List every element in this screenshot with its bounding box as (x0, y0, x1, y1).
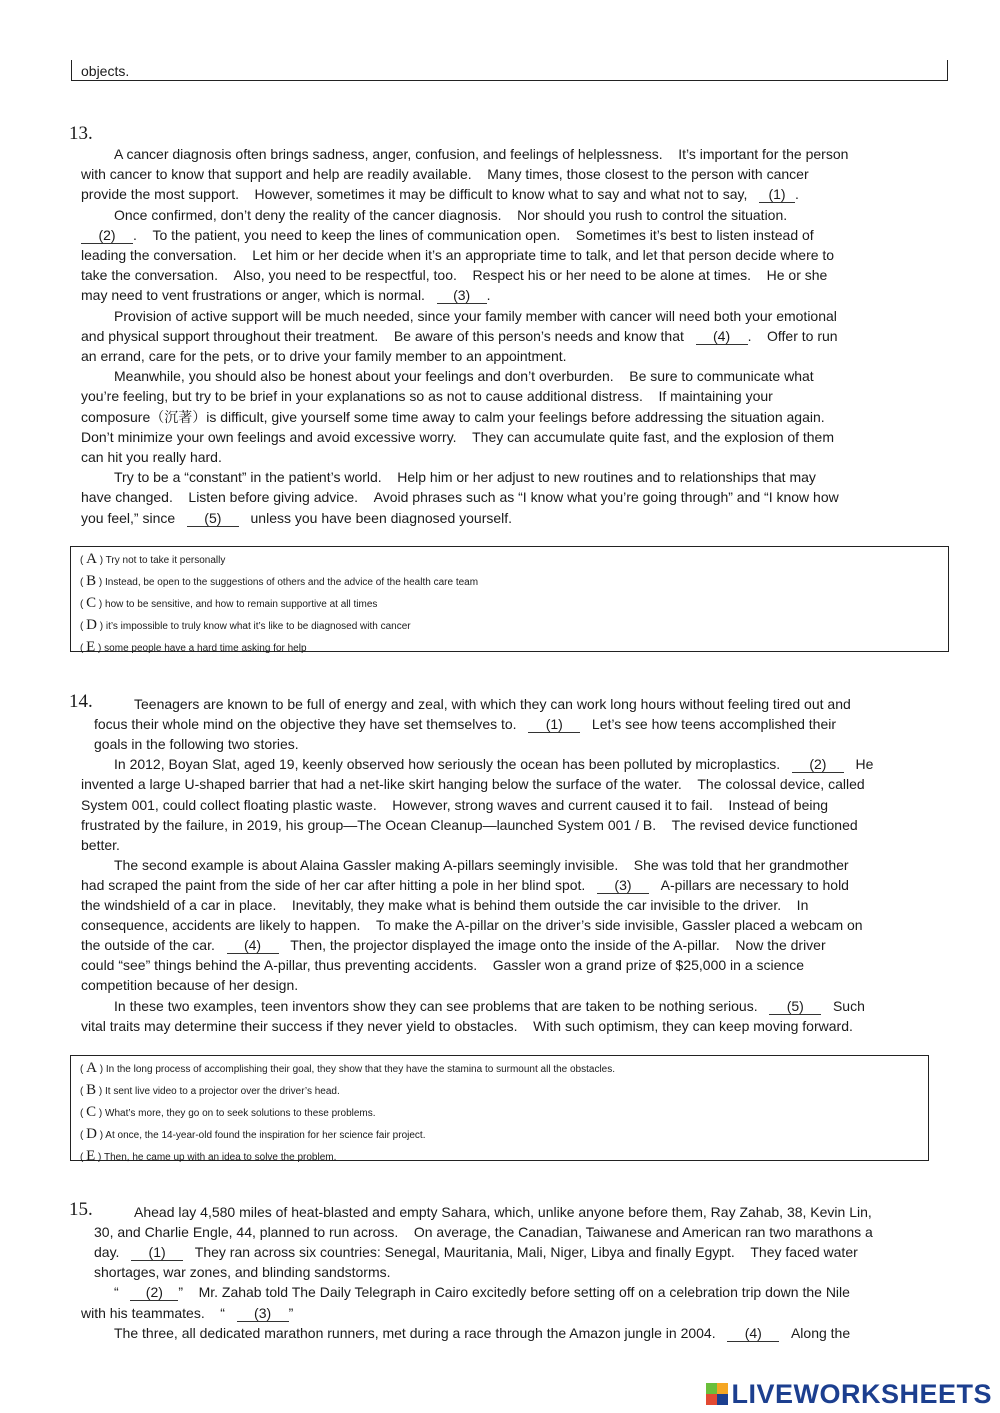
line-text: had scraped the paint from the side of her car after hitting a pole in her blind spot. (81, 876, 586, 893)
line-text: composure（沉著）is difficult, give yourself some time away to calm your feelings before addressing the situation again. (81, 408, 825, 425)
option-c: ( C ) What’s more, they go on to seek solutions to these problems. (80, 1104, 376, 1120)
passage-line (81, 1303, 293, 1323)
line-text: can hit you really hard. (81, 449, 222, 465)
passage-line (114, 205, 787, 225)
line-text: unless you have been diagnosed yourself. (250, 509, 513, 526)
line-text: In 2012, Boyan Slat, aged 19, keenly observed how seriously the ocean has been polluted by microplastics. (114, 756, 781, 773)
answer-blank[interactable]: (1) (131, 1244, 183, 1261)
passage-line (114, 1282, 850, 1302)
line-text: an errand, care for the pets, or to drive your family member to an appointment. (81, 348, 567, 364)
option-e: ( E ) some people have a hard time asking for help (80, 639, 307, 655)
answer-blank[interactable]: (4) (727, 1325, 779, 1342)
option-letter: D (86, 617, 97, 633)
line-text: day. (94, 1244, 120, 1261)
line-text: He (855, 756, 874, 773)
line-text: with cancer to know that support and help are readily available. Many times, those closest to the person with cancer (81, 166, 809, 183)
option-letter: C (86, 595, 97, 611)
line-text: have changed. Listen before giving advice. Avoid phrases such as “I know what you’re going through” and “I know how (81, 489, 839, 506)
option-letter: A (86, 1060, 97, 1076)
line-text: with his teammates. “ (81, 1304, 225, 1321)
passage-line (94, 734, 299, 754)
option-text: some people have a hard time asking for help (104, 643, 307, 654)
line-text: goals in the following two stories. (94, 736, 299, 753)
previous-passage-tail: objects. (81, 63, 130, 79)
line-text: consequence, accidents are likely to happen. To make the A-pillar on the driver’s side invisible, Gassler placed a webcam on (81, 917, 863, 934)
passage-line (81, 835, 120, 855)
answer-blank[interactable]: (5) (769, 998, 821, 1015)
passage-line (81, 935, 826, 955)
passage-line (81, 326, 838, 346)
line-text: provide the most support. However, sometimes it may be difficult to know what to say and what not to say, (81, 186, 748, 203)
option-text: Try not to take it personally (105, 555, 226, 566)
option-letter: B (86, 1082, 97, 1098)
line-text: ” (288, 1304, 294, 1321)
line-text: ” Mr. Zahab told The Daily Telegraph in Cairo excitedly before setting off on a celebration trip down the Nile (178, 1284, 850, 1301)
line-text: Ahead lay 4,580 miles of heat-blasted and empty Sahara, which, unlike anyone before them, Ray Zahab, 38, Kevin Lin, (134, 1204, 872, 1220)
passage-line (81, 508, 512, 528)
line-text: System 001, could collect floating plastic waste. However, strong waves and current caused it to fail. Instead of being (81, 796, 829, 813)
line-text: focus their whole mind on the objective they have set themselves to. (94, 716, 517, 733)
line-text: Meanwhile, you should also be honest about your feelings and don’t overburden. Be sure to communicate what (114, 368, 814, 385)
line-text: A-pillars are necessary to hold (660, 876, 849, 893)
passage-line (81, 245, 834, 265)
line-text: A cancer diagnosis often brings sadness, anger, confusion, and feelings of helplessness. It’s important for the person (114, 146, 849, 162)
option-letter: A (86, 551, 97, 567)
previous-passage-box (71, 60, 948, 81)
option-b: ( B ) It sent live video to a projector over the driver’s head. (80, 1082, 340, 1098)
passage-line (94, 1242, 858, 1262)
line-text: “ (114, 1284, 119, 1301)
line-text: may need to vent frustrations or anger, which is normal. (81, 287, 425, 304)
line-text: you feel,” since (81, 509, 176, 526)
passage-line (81, 346, 567, 366)
line-text: the outside of the car. (81, 937, 215, 954)
question-15-number: 15. (69, 1199, 93, 1220)
question-14-options (70, 1055, 929, 1164)
passage-line (81, 1016, 853, 1036)
option-c: ( C ) how to be sensitive, and how to remain supportive at all times (80, 595, 378, 611)
option-d: ( D ) it’s impossible to truly know what it’s like to be diagnosed with cancer (80, 617, 411, 633)
line-text: Along the (790, 1324, 851, 1341)
line-text: better. (81, 836, 120, 853)
line-text: Try to be a “constant” in the patient’s world. Help him or her adjust to new routines and to relationships that may (114, 469, 816, 486)
line-text: frustrated by the failure, in 2019, his group—The Ocean Cleanup—launched System 001 / B. The revised device functioned (81, 816, 858, 833)
line-text: and physical support throughout their treatment. Be aware of this person’s needs and know that (81, 327, 684, 344)
option-text: In the long process of accomplishing their goal, they show that they have the stamina to surmount all the obstacles. (105, 1064, 616, 1075)
option-letter: D (86, 1126, 97, 1142)
option-text: it’s impossible to truly know what it’s like to be diagnosed with cancer (105, 621, 411, 632)
passage-line (81, 795, 828, 815)
line-text: shortages, war zones, and blinding sandstorms. (94, 1264, 391, 1281)
option-letter: E (86, 1148, 96, 1164)
line-text: . To the patient, you need to keep the lines of communication open. Sometimes it’s best to listen instead of (133, 226, 814, 243)
answer-blank[interactable]: (1) (528, 716, 580, 733)
passage-line (81, 407, 825, 427)
passage-line (114, 855, 849, 875)
option-e: ( E ) Then, he came up with an idea to solve the problem. (80, 1148, 337, 1164)
line-text: Once confirmed, don’t deny the reality of the cancer diagnosis. Nor should you rush to control the situation. (114, 206, 788, 223)
line-text: take the conversation. Also, you need to be respectful, too. Respect his or her need to be alone at times. He or she (81, 267, 828, 284)
line-text: Let’s see how teens accomplished their (591, 716, 837, 733)
line-text: . (486, 287, 491, 304)
line-text: competition because of her design. (81, 977, 299, 994)
answer-blank[interactable]: (4) (696, 328, 748, 345)
option-text: Then, he came up with an idea to solve the problem. (104, 1152, 337, 1163)
passage-line (81, 164, 809, 184)
option-letter: E (86, 639, 96, 655)
answer-blank[interactable]: (2) (81, 227, 133, 244)
option-text: At once, the 14-year-old found the inspiration for her science fair project. (105, 1130, 426, 1141)
line-text: you’re feeling, but try to be brief in your explanations so as not to cause additional distress. If maintaining your (81, 388, 773, 405)
line-text: leading the conversation. Let him or her decide when it’s an appropriate time to talk, and let that person decide where to (81, 247, 835, 263)
line-text: . Offer to run (747, 327, 838, 344)
passage-line (94, 1222, 873, 1242)
line-text: Teenagers are known to be full of energy and zeal, with which they can work long hours without feeling tired out and (134, 696, 851, 712)
passage-line (94, 1262, 391, 1282)
passage-line (81, 915, 863, 935)
passage-line (114, 467, 816, 487)
option-b: ( B ) Instead, be open to the suggestions of others and the advice of the health care team (80, 573, 479, 589)
question-13-number: 13. (69, 123, 93, 144)
logo-grid-icon (706, 1383, 728, 1405)
liveworksheets-logo (706, 1378, 992, 1410)
passage-line (81, 225, 814, 245)
passage-line (81, 265, 827, 285)
answer-blank[interactable]: (2) (130, 1284, 178, 1301)
option-text: how to be sensitive, and how to remain supportive at all times (105, 599, 378, 610)
answer-blank[interactable]: (5) (187, 510, 239, 527)
passage-line (81, 386, 773, 406)
passage-line (81, 285, 491, 305)
line-text: They ran across six countries: Senegal, Mauritania, Mali, Niger, Libya and finally Egypt. They faced water (194, 1244, 858, 1261)
question-13-options (70, 546, 949, 655)
line-text: 30, and Charlie Engle, 44, planned to run across. On average, the Canadian, Taiwanese and American ran two marathons a (94, 1224, 873, 1241)
passage-line (81, 774, 865, 794)
option-text: Instead, be open to the suggestions of others and the advice of the health care team (105, 577, 479, 588)
question-14-number: 14. (69, 691, 93, 712)
answer-blank[interactable]: (3) (237, 1305, 289, 1322)
passage-line (81, 184, 799, 204)
line-text: The second example is about Alaina Gassler making A-pillars seemingly invisible. She was told that her grandmother (114, 856, 849, 873)
passage-line (81, 955, 804, 975)
option-letter: B (86, 573, 97, 589)
passage-line (81, 975, 298, 995)
answer-blank[interactable]: (2) (792, 756, 844, 773)
passage-line (134, 1202, 872, 1222)
answer-blank[interactable]: (1) (759, 186, 795, 203)
line-text: invented a large U-shaped barrier that had a net-like skirt hanging below the surface of the water. The colossal device, called (81, 776, 865, 793)
passage-line (114, 1323, 850, 1343)
logo-text: LIVEWORKSHEETS (731, 1378, 992, 1409)
passage-line (114, 366, 814, 386)
line-text: The three, all dedicated marathon runners, met during a race through the Amazon jungle in 2004. (114, 1324, 716, 1341)
option-a: ( A ) In the long process of accomplishing their goal, they show that they have the stamina to surmount all the obstacles. (80, 1060, 616, 1076)
line-text: Don’t minimize your own feelings and avoid excessive worry. They can accumulate quite fast, and the explosion of them (81, 428, 835, 445)
passage-line (114, 996, 865, 1016)
line-text: could “see” things behind the A-pillar, thus preventing accidents. Gassler won a grand prize of $25,000 in a science (81, 957, 804, 974)
line-text: Then, the projector displayed the image onto the inside of the A-pillar. Now the driver (290, 937, 826, 954)
passage-line (94, 714, 836, 734)
line-text: the windshield of a car in place. Inevitably, they make what is behind them outside the car invisible to the driver. In (81, 897, 809, 913)
line-text: Provision of active support will be much needed, since your family member with cancer will need both your emotional (114, 307, 837, 324)
passage-line (114, 754, 873, 774)
option-d: ( D ) At once, the 14-year-old found the inspiration for her science fair project. (80, 1126, 426, 1142)
passage-line (81, 895, 808, 915)
option-letter: C (86, 1104, 97, 1120)
passage-line (81, 875, 849, 895)
passage-line (81, 447, 222, 467)
passage-line (81, 487, 839, 507)
passage-line (134, 694, 851, 714)
line-text: Such (832, 997, 865, 1014)
passage-line (114, 144, 848, 164)
passage-line (114, 306, 837, 326)
option-a: ( A ) Try not to take it personally (80, 551, 226, 567)
passage-line (81, 815, 858, 835)
line-text: vital traits may determine their success if they never yield to obstacles. With such optimism, they can keep moving forward. (81, 1017, 853, 1034)
line-text: . (795, 186, 799, 203)
answer-blank[interactable]: (4) (227, 937, 279, 954)
passage-line (81, 427, 834, 447)
option-text: What’s more, they go on to seek solutions to these problems. (105, 1108, 376, 1119)
option-text: It sent live video to a projector over the driver’s head. (105, 1086, 340, 1097)
answer-blank[interactable]: (3) (597, 877, 649, 894)
answer-blank[interactable]: (3) (437, 287, 487, 304)
line-text: In these two examples, teen inventors show they can see problems that are taken to be nothing serious. (114, 997, 758, 1014)
